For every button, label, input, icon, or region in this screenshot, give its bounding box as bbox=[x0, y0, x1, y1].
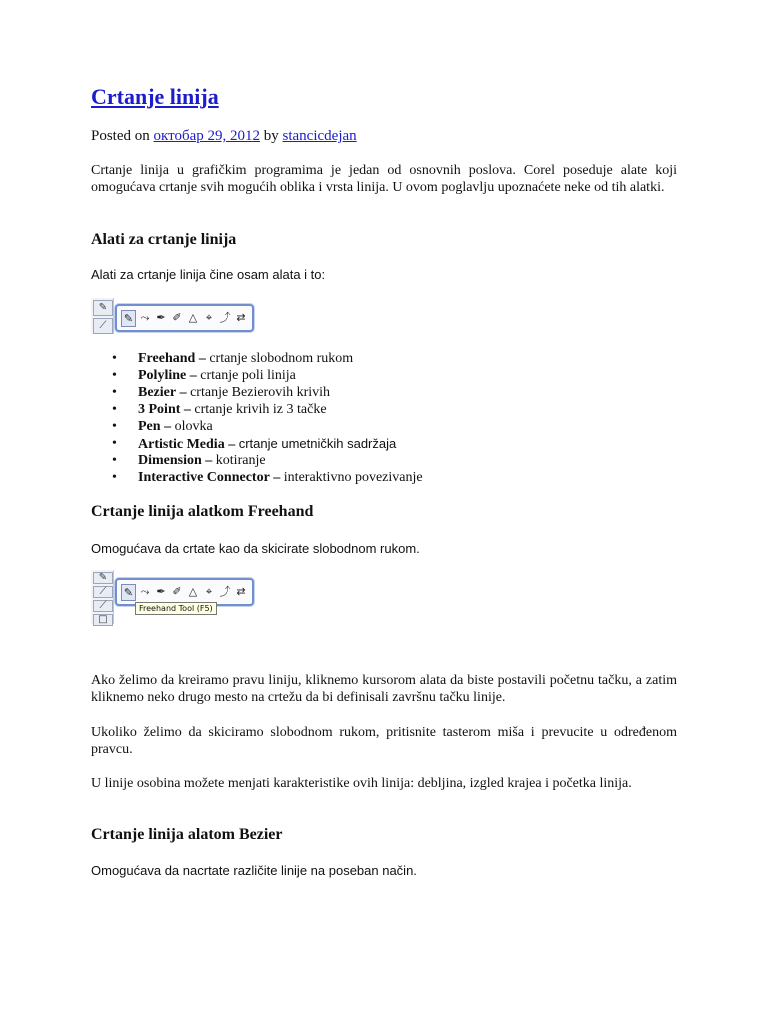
freehand-tool-icon[interactable]: ✎ bbox=[121, 584, 136, 601]
freehand-side-icon: ✎ bbox=[93, 300, 113, 316]
toolbox-strip bbox=[91, 298, 114, 334]
polyline-tool-icon[interactable]: ⤳ bbox=[140, 311, 150, 324]
connector-tool-icon[interactable]: ⇄ bbox=[236, 311, 246, 324]
freehand-intro-text: Omogućava da crtate kao da skicirate slobodnom rukom. bbox=[91, 541, 420, 556]
list-item: • Pen – olovka bbox=[91, 418, 423, 435]
drawing-toolbar-image bbox=[91, 298, 261, 358]
freehand-toolbar-image bbox=[91, 570, 261, 626]
bezier-intro-text: Omogućava da nacrtate različite linije na poseban način. bbox=[91, 863, 417, 878]
connector-side-icon: ⟋ bbox=[93, 600, 113, 612]
artistic-media-tool-icon[interactable]: ⌖ bbox=[205, 311, 213, 324]
author-link[interactable]: stancicdejan bbox=[282, 128, 357, 144]
list-item: • 3 Point – crtanje krivih iz 3 tačke bbox=[91, 401, 423, 418]
freehand-side-icon: ✎ bbox=[93, 572, 113, 584]
intro-paragraph: Crtanje linija u grafičkim programima je jedan od osnovnih poslova. Corel poseduje alate koji omogućava crtanje svih mogućih oblika i vrsta linija. U ovom poglavlju upoznaćete neke od tih alatki. bbox=[91, 163, 677, 195]
section-heading-freehand: Crtanje linija alatkom Freehand bbox=[91, 503, 314, 520]
connector-tool-icon[interactable]: ⇄ bbox=[236, 585, 246, 598]
post-title-link[interactable]: Crtanje linija bbox=[91, 84, 219, 109]
bezier-tool-icon[interactable]: ✒ bbox=[156, 311, 166, 324]
straight-line-paragraph: Ako želimo da kreiramo pravu liniju, kliknemo kursorom alata da biste postavili početnu tačku, a zatim kliknemo neko drugo mesto na crtežu da bi definisali završnu tačku linije. bbox=[91, 673, 677, 705]
polyline-tool-icon[interactable]: ⤳ bbox=[140, 585, 150, 598]
posted-on-label: Posted on bbox=[91, 128, 150, 144]
list-item: • Interactive Connector – interaktivno povezivanje bbox=[91, 469, 423, 486]
bezier-tool-icon[interactable]: ✒ bbox=[156, 585, 166, 598]
post-date-link[interactable]: октобар 29, 2012 bbox=[153, 128, 261, 144]
curve-tools-flyout bbox=[115, 304, 254, 332]
post-meta bbox=[91, 128, 357, 145]
freehand-sketch-paragraph: Ukoliko želimo da skiciramo slobodnom rukom, pritisnite tasterom miša i prevucite u određenom pravcu. bbox=[91, 725, 677, 757]
section-heading-tools: Alati za crtanje linija bbox=[91, 231, 237, 248]
tools-intro-text: Alati za crtanje linija čine osam alata i to: bbox=[91, 267, 326, 282]
rectangle-side-icon: □ bbox=[93, 614, 113, 626]
dimension-side-icon: ⟋ bbox=[93, 318, 113, 334]
three-point-tool-icon[interactable]: ✐ bbox=[172, 311, 182, 324]
by-label: by bbox=[263, 128, 279, 144]
tools-list bbox=[91, 350, 423, 486]
pen-tool-icon[interactable]: △ bbox=[188, 585, 198, 598]
list-item: • Bezier – crtanje Bezierovih krivih bbox=[91, 384, 423, 401]
freehand-tool-icon[interactable]: ✎ bbox=[121, 310, 136, 327]
dimension-tool-icon[interactable]: ⤴ bbox=[219, 585, 231, 598]
list-item: • Dimension – kotiranje bbox=[91, 452, 423, 469]
artistic-media-tool-icon[interactable]: ⌖ bbox=[205, 585, 213, 598]
section-heading-bezier: Crtanje linija alatom Bezier bbox=[91, 826, 283, 843]
list-item: • Polyline – crtanje poli linija bbox=[91, 367, 423, 384]
list-item: • Artistic Media – crtanje umetničkih sadržaja bbox=[91, 435, 423, 452]
toolbox-strip bbox=[91, 570, 114, 624]
dimension-tool-icon[interactable]: ⤴ bbox=[219, 311, 231, 324]
list-item: • Freehand – crtanje slobodnom rukom bbox=[91, 350, 423, 367]
freehand-tooltip: Freehand Tool (F5) bbox=[135, 602, 217, 615]
three-point-tool-icon[interactable]: ✐ bbox=[172, 585, 182, 598]
dimension-side-icon: ⟋ bbox=[93, 586, 113, 598]
pen-tool-icon[interactable]: △ bbox=[188, 311, 198, 324]
line-properties-paragraph: U linije osobina možete menjati karakteristike ovih linija: debljina, izgled krajea i početka linija. bbox=[91, 776, 632, 791]
